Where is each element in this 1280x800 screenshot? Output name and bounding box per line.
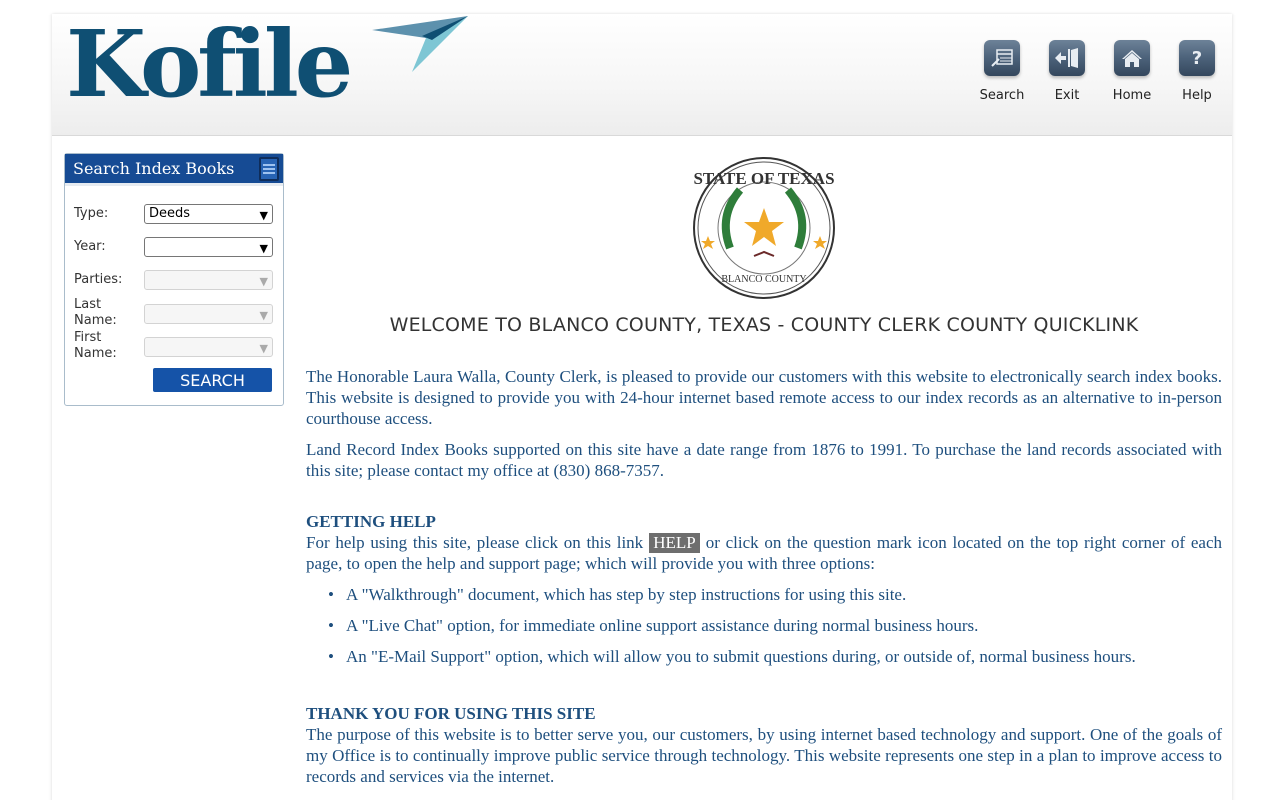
help-option-walkthrough: • A "Walkthrough" document, which has step by step instructions for using this site. <box>328 584 1222 605</box>
top-nav <box>979 40 1220 103</box>
content-body <box>306 366 1222 797</box>
nav-search-label: Search <box>979 88 1025 103</box>
page-frame <box>52 10 1232 800</box>
chevron-down-icon: ▼ <box>259 242 268 255</box>
thank-you-text: The purpose of this website is to better serve you, our customers, by using internet based technology and support. One of the goals of my Office is to continually improve public service through technology. This website represents one step in a plan to improve access to records and services via the internet. <box>306 725 1222 786</box>
help-text-before: For help using this site, please click on this link <box>306 533 644 552</box>
chevron-down-icon: ▼ <box>259 275 268 288</box>
last-name-row <box>74 297 268 329</box>
chevron-down-icon: ▼ <box>259 309 268 322</box>
welcome-heading: WELCOME TO BLANCO COUNTY, TEXAS - COUNTY CLERK COUNTY QUICKLINK <box>389 314 1139 336</box>
nav-help-button[interactable] <box>1174 40 1220 103</box>
blanco-county-seal-icon <box>690 156 838 300</box>
intro-paragraph-1: The Honorable Laura Walla, County Clerk, is pleased to provide our customers with this website to electronically search index books. This website is designed to provide you with 24-hour internet based remote access to our index records as an alternative to in-person courthouse access. <box>306 367 1222 428</box>
year-select[interactable] <box>144 237 273 257</box>
header <box>52 10 1232 136</box>
last-name-select[interactable] <box>144 304 273 324</box>
search-button[interactable]: SEARCH <box>153 368 272 392</box>
help-option-live-chat: • A "Live Chat" option, for immediate online support assistance during normal business hours. <box>328 615 1222 636</box>
search-index-books-panel <box>64 153 284 406</box>
nav-home-label: Home <box>1112 88 1152 103</box>
help-options-list <box>306 584 1222 667</box>
help-option-email: • An "E-Mail Support" option, which will allow you to submit questions during, or outside of, normal business hours. <box>328 646 1222 667</box>
nav-exit-label: Exit <box>1054 88 1080 103</box>
chevron-down-icon: ▼ <box>259 342 268 355</box>
chevron-down-icon: ▼ <box>259 209 268 222</box>
logo-wing-icon <box>372 16 468 76</box>
last-name-label: Last Name: <box>74 297 117 328</box>
year-row <box>74 239 268 255</box>
type-row <box>74 206 268 222</box>
panel-title: Search Index Books <box>73 159 235 178</box>
logo-text: Kofile <box>66 10 350 118</box>
question-mark-icon: ? <box>1179 40 1215 76</box>
help-text-after: or click on the question mark icon located on the top right corner of each page, to open the help and support page; which will provide you with three options: <box>306 533 1222 573</box>
panel-header <box>65 154 283 186</box>
exit-door-icon <box>1049 40 1085 76</box>
first-name-select[interactable] <box>144 337 273 357</box>
first-name-label: First Name: <box>74 330 117 361</box>
svg-text:BLANCO COUNTY: BLANCO COUNTY <box>721 274 807 285</box>
nav-help-label: Help <box>1182 88 1212 103</box>
search-records-icon <box>984 40 1020 76</box>
book-list-icon <box>259 157 279 181</box>
nav-home-button[interactable] <box>1109 40 1155 103</box>
getting-help-title: GETTING HELP <box>306 512 436 531</box>
home-icon <box>1114 40 1150 76</box>
parties-select[interactable] <box>144 270 273 290</box>
type-select[interactable] <box>144 204 273 224</box>
type-value: Deeds <box>149 206 191 221</box>
thank-you-title: THANK YOU FOR USING THIS SITE <box>306 704 596 723</box>
parties-label: Parties: <box>74 272 123 287</box>
parties-row <box>74 272 268 288</box>
type-label: Type: <box>74 206 109 221</box>
nav-exit-button[interactable] <box>1044 40 1090 103</box>
help-link[interactable]: HELP <box>649 533 700 553</box>
nav-search-button[interactable] <box>979 40 1025 103</box>
first-name-row <box>74 330 268 362</box>
kofile-logo[interactable] <box>66 10 466 124</box>
year-label: Year: <box>74 239 106 254</box>
intro-paragraph-2: Land Record Index Books supported on this site have a date range from 1876 to 1991. To purchase the land records associated with this site; please contact my office at (830) 868-7357. <box>306 440 1222 480</box>
svg-text:STATE OF TEXAS: STATE OF TEXAS <box>693 169 835 188</box>
getting-help-text <box>306 532 1222 574</box>
